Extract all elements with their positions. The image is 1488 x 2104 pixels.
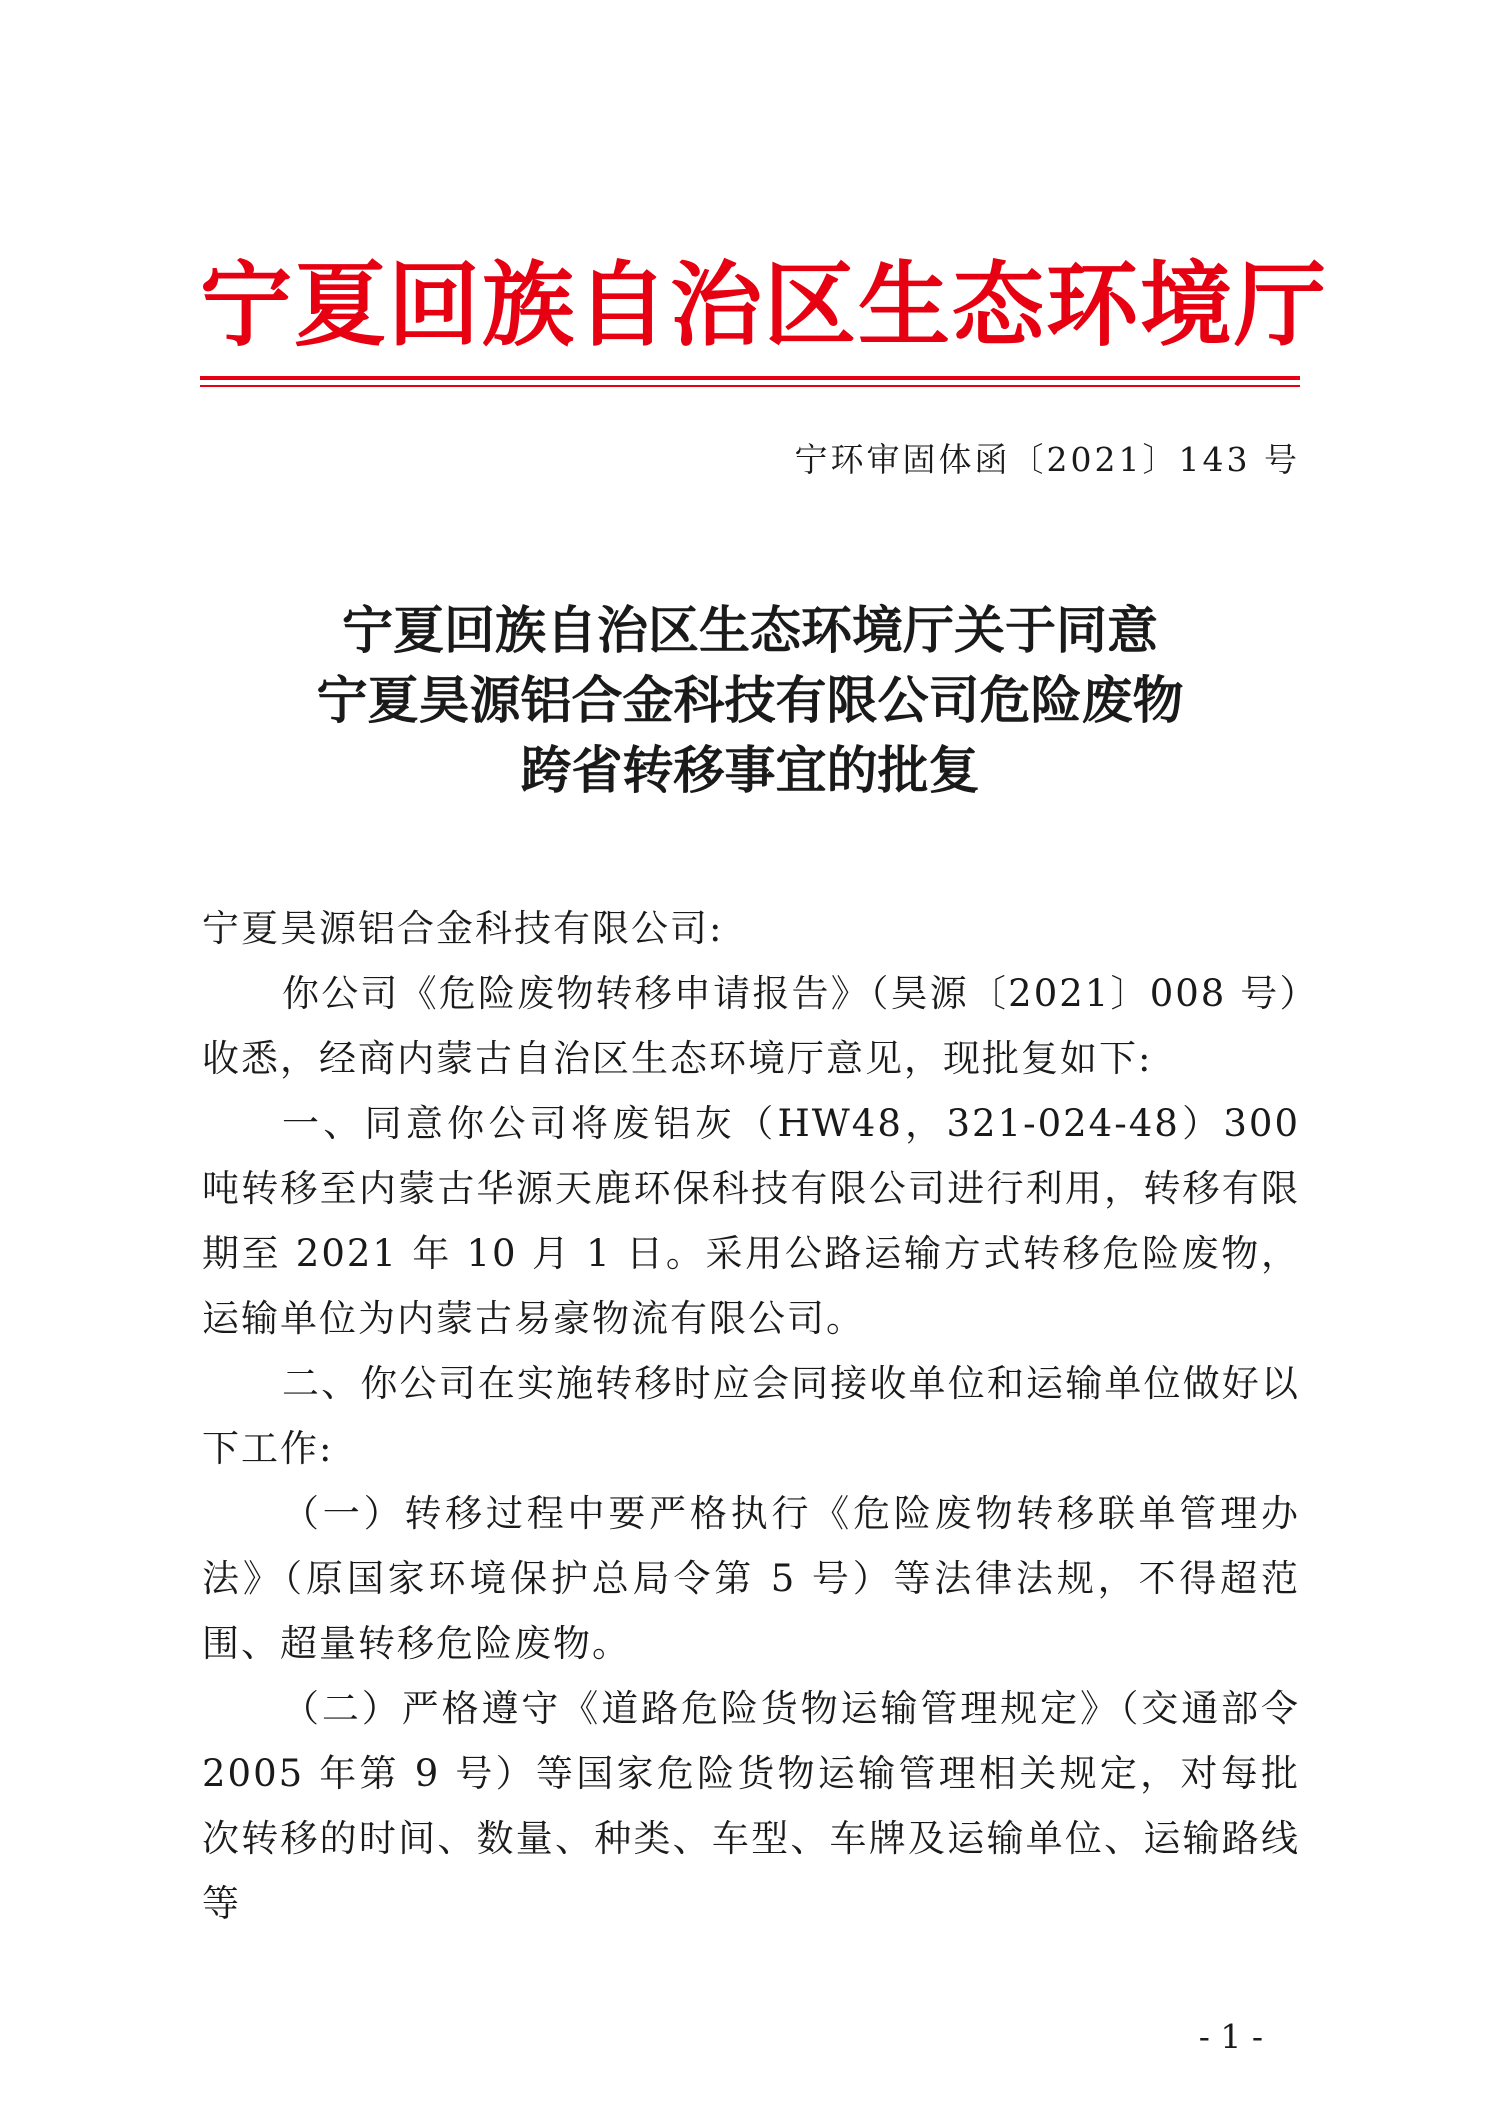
document-number: 宁环审固体函〔2021〕143 号 bbox=[794, 440, 1300, 479]
title-line-3: 跨省转移事宜的批复 bbox=[520, 741, 980, 801]
page-number: - 1 - bbox=[1198, 2017, 1263, 2056]
agency-header-title: 宁夏回族自治区生态环境厅 bbox=[200, 251, 1329, 359]
title-line-1: 宁夏回族自治区生态环境厅关于同意 bbox=[341, 601, 1158, 661]
salutation: 宁夏昊源铝合金科技有限公司: bbox=[202, 907, 724, 950]
paragraph-intro: 你公司《危险废物转移申请报告》（昊源〔2021〕008 号）收悉，经商内蒙古自治区生态环境厅意见，现批复如下: bbox=[202, 972, 1300, 1080]
paragraph-item-2: 二、你公司在实施转移时应会同接收单位和运输单位做好以下工作: bbox=[202, 1362, 1300, 1470]
paragraph-subitem-2: （二）严格遵守《道路危险货物运输管理规定》（交通部令 2005 年第 9 号）等国家危险货物运输管理相关规定，对每批次转移的时间、数量、种类、车型、车牌及运输单位、运输路线等 bbox=[202, 1687, 1300, 1925]
paragraph-item-1: 一、同意你公司将废铝灰（HW48，321-024-48）300 吨转移至内蒙古华源天鹿环保科技有限公司进行利用，转移有限期至 2021 年 10 月 1 日。采用公路运输方式转移危险废物，运输单位为内蒙古易豪物流有限公司。 bbox=[202, 1102, 1300, 1340]
document-body bbox=[202, 896, 1300, 1936]
header-rule-thin bbox=[200, 385, 1300, 387]
title-line-2: 宁夏昊源铝合金科技有限公司危险废物 bbox=[316, 671, 1184, 731]
paragraph-subitem-1: （一）转移过程中要严格执行《危险废物转移联单管理办法》（原国家环境保护总局令第 5 号）等法律法规，不得超范围、超量转移危险废物。 bbox=[202, 1492, 1300, 1665]
header-rule-thick bbox=[200, 376, 1300, 380]
document-title bbox=[200, 596, 1300, 806]
